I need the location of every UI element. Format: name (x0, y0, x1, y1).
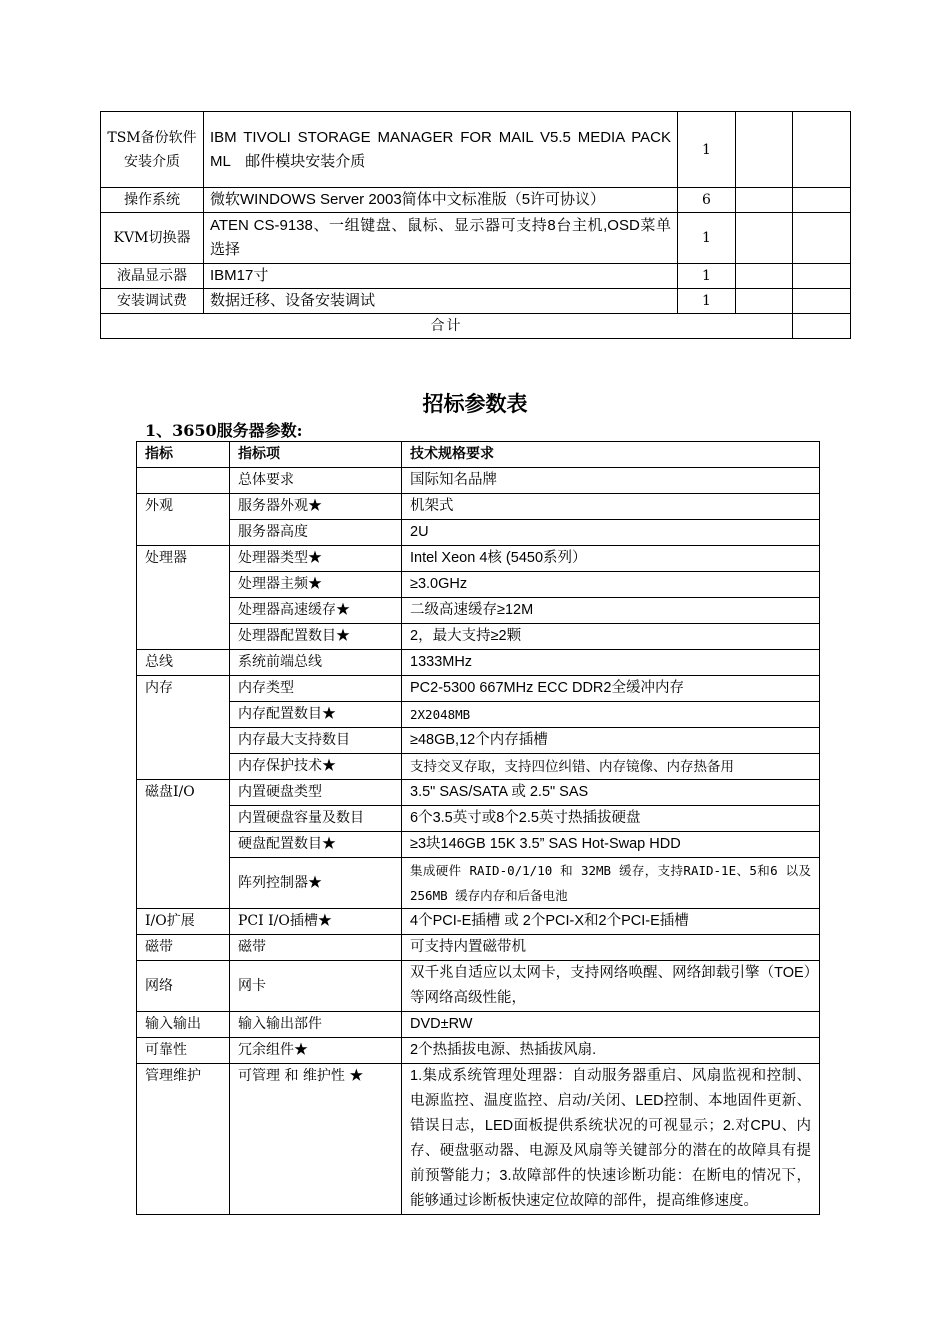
spec-item: 冗余组件★ (230, 1038, 402, 1064)
spec-item: 服务器高度 (230, 520, 402, 546)
item-quantity: 6 (678, 188, 736, 213)
spec-item: 内存类型 (230, 676, 402, 702)
spec-requirement: 2X2048MB (402, 702, 820, 728)
spec-requirement: 4个PCI-E插槽 或 2个PCI-X和2个PCI-E插槽 (402, 909, 820, 935)
item-quantity: 1 (678, 289, 736, 314)
item-description: 数据迁移、设备安装调试 (204, 289, 678, 314)
table-row (101, 213, 851, 264)
table-row (137, 468, 820, 494)
header-category: 指标 (137, 442, 230, 468)
spec-item: 磁带 (230, 935, 402, 961)
spec-item: 内存最大支持数目 (230, 728, 402, 754)
category-cell: 网络 (137, 961, 230, 1012)
table-row (137, 598, 820, 624)
table-row (137, 520, 820, 546)
category-cell: 内存 (137, 676, 230, 780)
item-name: TSM备份软件安装介质 (101, 112, 204, 188)
total-label: 合计 (101, 314, 793, 339)
spec-requirement: 集成硬件 RAID-0/1/10 和 32MB 缓存，支持RAID-1E、5和6 以及 256MB 缓存内存和后备电池 (402, 858, 820, 909)
spec-requirement: PC2-5300 667MHz ECC DDR2全缓冲内存 (402, 676, 820, 702)
spec-item: 系统前端总线 (230, 650, 402, 676)
spec-requirement: 1.集成系统管理处理器：自动服务器重启、风扇监视和控制、电源监控、温度监控、启动/关闭、LED控制、本地固件更新、错误日志，LED面板提供系统状况的可视显示；2.对CPU、内存、硬盘驱动器、电源及风扇等关键部分的潜在的故障具有提前预警能力；3.故障部件的快速诊断功能：在断电的情况下，能够通过诊断板快速定位故障的部件，提高维修速度。 (402, 1064, 820, 1215)
table-row (137, 806, 820, 832)
item-quantity: 1 (678, 112, 736, 188)
spec-item: 处理器主频★ (230, 572, 402, 598)
category-cell: 处理器 (137, 546, 230, 650)
spec-requirement: 双千兆自适应以太网卡，支持网络唤醒、网络卸载引擎（TOE）等网络高级性能， (402, 961, 820, 1012)
spec-requirement: 2个热插拔电源、热插拔风扇. (402, 1038, 820, 1064)
unit-price-cell (736, 289, 793, 314)
table-row (137, 780, 820, 806)
item-name: 安装调试费 (101, 289, 204, 314)
spec-item: 处理器高速缓存★ (230, 598, 402, 624)
spec-requirement: 机架式 (402, 494, 820, 520)
table-row (101, 188, 851, 213)
table-row (137, 909, 820, 935)
spec-item: 阵列控制器★ (230, 858, 402, 909)
total-amount-cell (793, 314, 851, 339)
table-row (101, 112, 851, 188)
amount-cell (793, 264, 851, 289)
spec-requirement: 3.5" SAS/SATA 或 2.5" SAS (402, 780, 820, 806)
section-heading: 1、3650服务器参数: (145, 421, 303, 440)
total-row (101, 314, 851, 339)
item-quantity: 1 (678, 264, 736, 289)
item-description: ATEN CS-9138、一组键盘、鼠标、显示器可支持8台主机,OSD菜单选择 (204, 213, 678, 264)
unit-price-cell (736, 264, 793, 289)
category-cell: 外观 (137, 494, 230, 546)
header-requirement: 技术规格要求 (402, 442, 820, 468)
category-cell: 输入输出 (137, 1012, 230, 1038)
table-row (101, 289, 851, 314)
category-cell: 总线 (137, 650, 230, 676)
spec-item: 输入输出部件 (230, 1012, 402, 1038)
spec-requirement: 二级高速缓存≥12M (402, 598, 820, 624)
spec-requirement: 1333MHz (402, 650, 820, 676)
header-item: 指标项 (230, 442, 402, 468)
unit-price-cell (736, 188, 793, 213)
spec-requirement: 可支持内置磁带机 (402, 935, 820, 961)
table-row (137, 650, 820, 676)
spec-item: 总体要求 (230, 468, 402, 494)
table-row (137, 1064, 820, 1215)
spec-item: PCI I/O插槽★ (230, 909, 402, 935)
amount-cell (793, 213, 851, 264)
category-cell: 可靠性 (137, 1038, 230, 1064)
spec-requirement: ≥3块146GB 15K 3.5” SAS Hot-Swap HDD (402, 832, 820, 858)
item-name: KVM切换器 (101, 213, 204, 264)
spec-requirement: DVD±RW (402, 1012, 820, 1038)
spec-item: 处理器配置数目★ (230, 624, 402, 650)
category-cell: 磁盘I/O (137, 780, 230, 909)
spec-item: 处理器类型★ (230, 546, 402, 572)
table-row (137, 961, 820, 1012)
item-description: 微软WINDOWS Server 2003简体中文标准版（5许可协议） (204, 188, 678, 213)
spec-item: 服务器外观★ (230, 494, 402, 520)
table-row (137, 1012, 820, 1038)
spec-item: 硬盘配置数目★ (230, 832, 402, 858)
table-row (137, 494, 820, 520)
spec-requirement: 2，最大支持≥2颗 (402, 624, 820, 650)
table-row (137, 832, 820, 858)
item-name: 操作系统 (101, 188, 204, 213)
equipment-list-table (100, 111, 851, 339)
table-row (137, 702, 820, 728)
unit-price-cell (736, 112, 793, 188)
server-spec-table (136, 441, 820, 1215)
spec-requirement: ≥3.0GHz (402, 572, 820, 598)
amount-cell (793, 289, 851, 314)
spec-requirement: 国际知名品牌 (402, 468, 820, 494)
table-row (137, 624, 820, 650)
page-title: 招标参数表 (422, 391, 528, 416)
spec-requirement: 6个3.5英寸或8个2.5英寸热插拔硬盘 (402, 806, 820, 832)
category-cell (137, 468, 230, 494)
item-description: IBM TIVOLI STORAGE MANAGER FOR MAIL V5.5 MEDIA PACK ML 邮件模块安装介质 (204, 112, 678, 188)
spec-requirement: 支持交叉存取，支持四位纠错、内存镜像、内存热备用 (402, 754, 820, 780)
spec-item: 内置硬盘类型 (230, 780, 402, 806)
spec-item: 内置硬盘容量及数目 (230, 806, 402, 832)
spec-item: 内存配置数目★ (230, 702, 402, 728)
spec-requirement: 2U (402, 520, 820, 546)
amount-cell (793, 188, 851, 213)
table-row (137, 676, 820, 702)
item-quantity: 1 (678, 213, 736, 264)
table-row (137, 935, 820, 961)
spec-requirement: Intel Xeon 4核 (5450系列） (402, 546, 820, 572)
amount-cell (793, 112, 851, 188)
table-row (101, 264, 851, 289)
unit-price-cell (736, 213, 793, 264)
spec-requirement: ≥48GB,12个内存插槽 (402, 728, 820, 754)
spec-item: 可管理 和 维护性 ★ (230, 1064, 402, 1215)
item-name: 液晶显示器 (101, 264, 204, 289)
category-cell: 管理维护 (137, 1064, 230, 1215)
table-row (137, 858, 820, 909)
spec-item: 网卡 (230, 961, 402, 1012)
table-row (137, 1038, 820, 1064)
category-cell: I/O扩展 (137, 909, 230, 935)
spec-item: 内存保护技术★ (230, 754, 402, 780)
table-row (137, 728, 820, 754)
table-row (137, 754, 820, 780)
table-row (137, 546, 820, 572)
table-row (137, 572, 820, 598)
category-cell: 磁带 (137, 935, 230, 961)
header-row (137, 442, 820, 468)
item-description: IBM17寸 (204, 264, 678, 289)
